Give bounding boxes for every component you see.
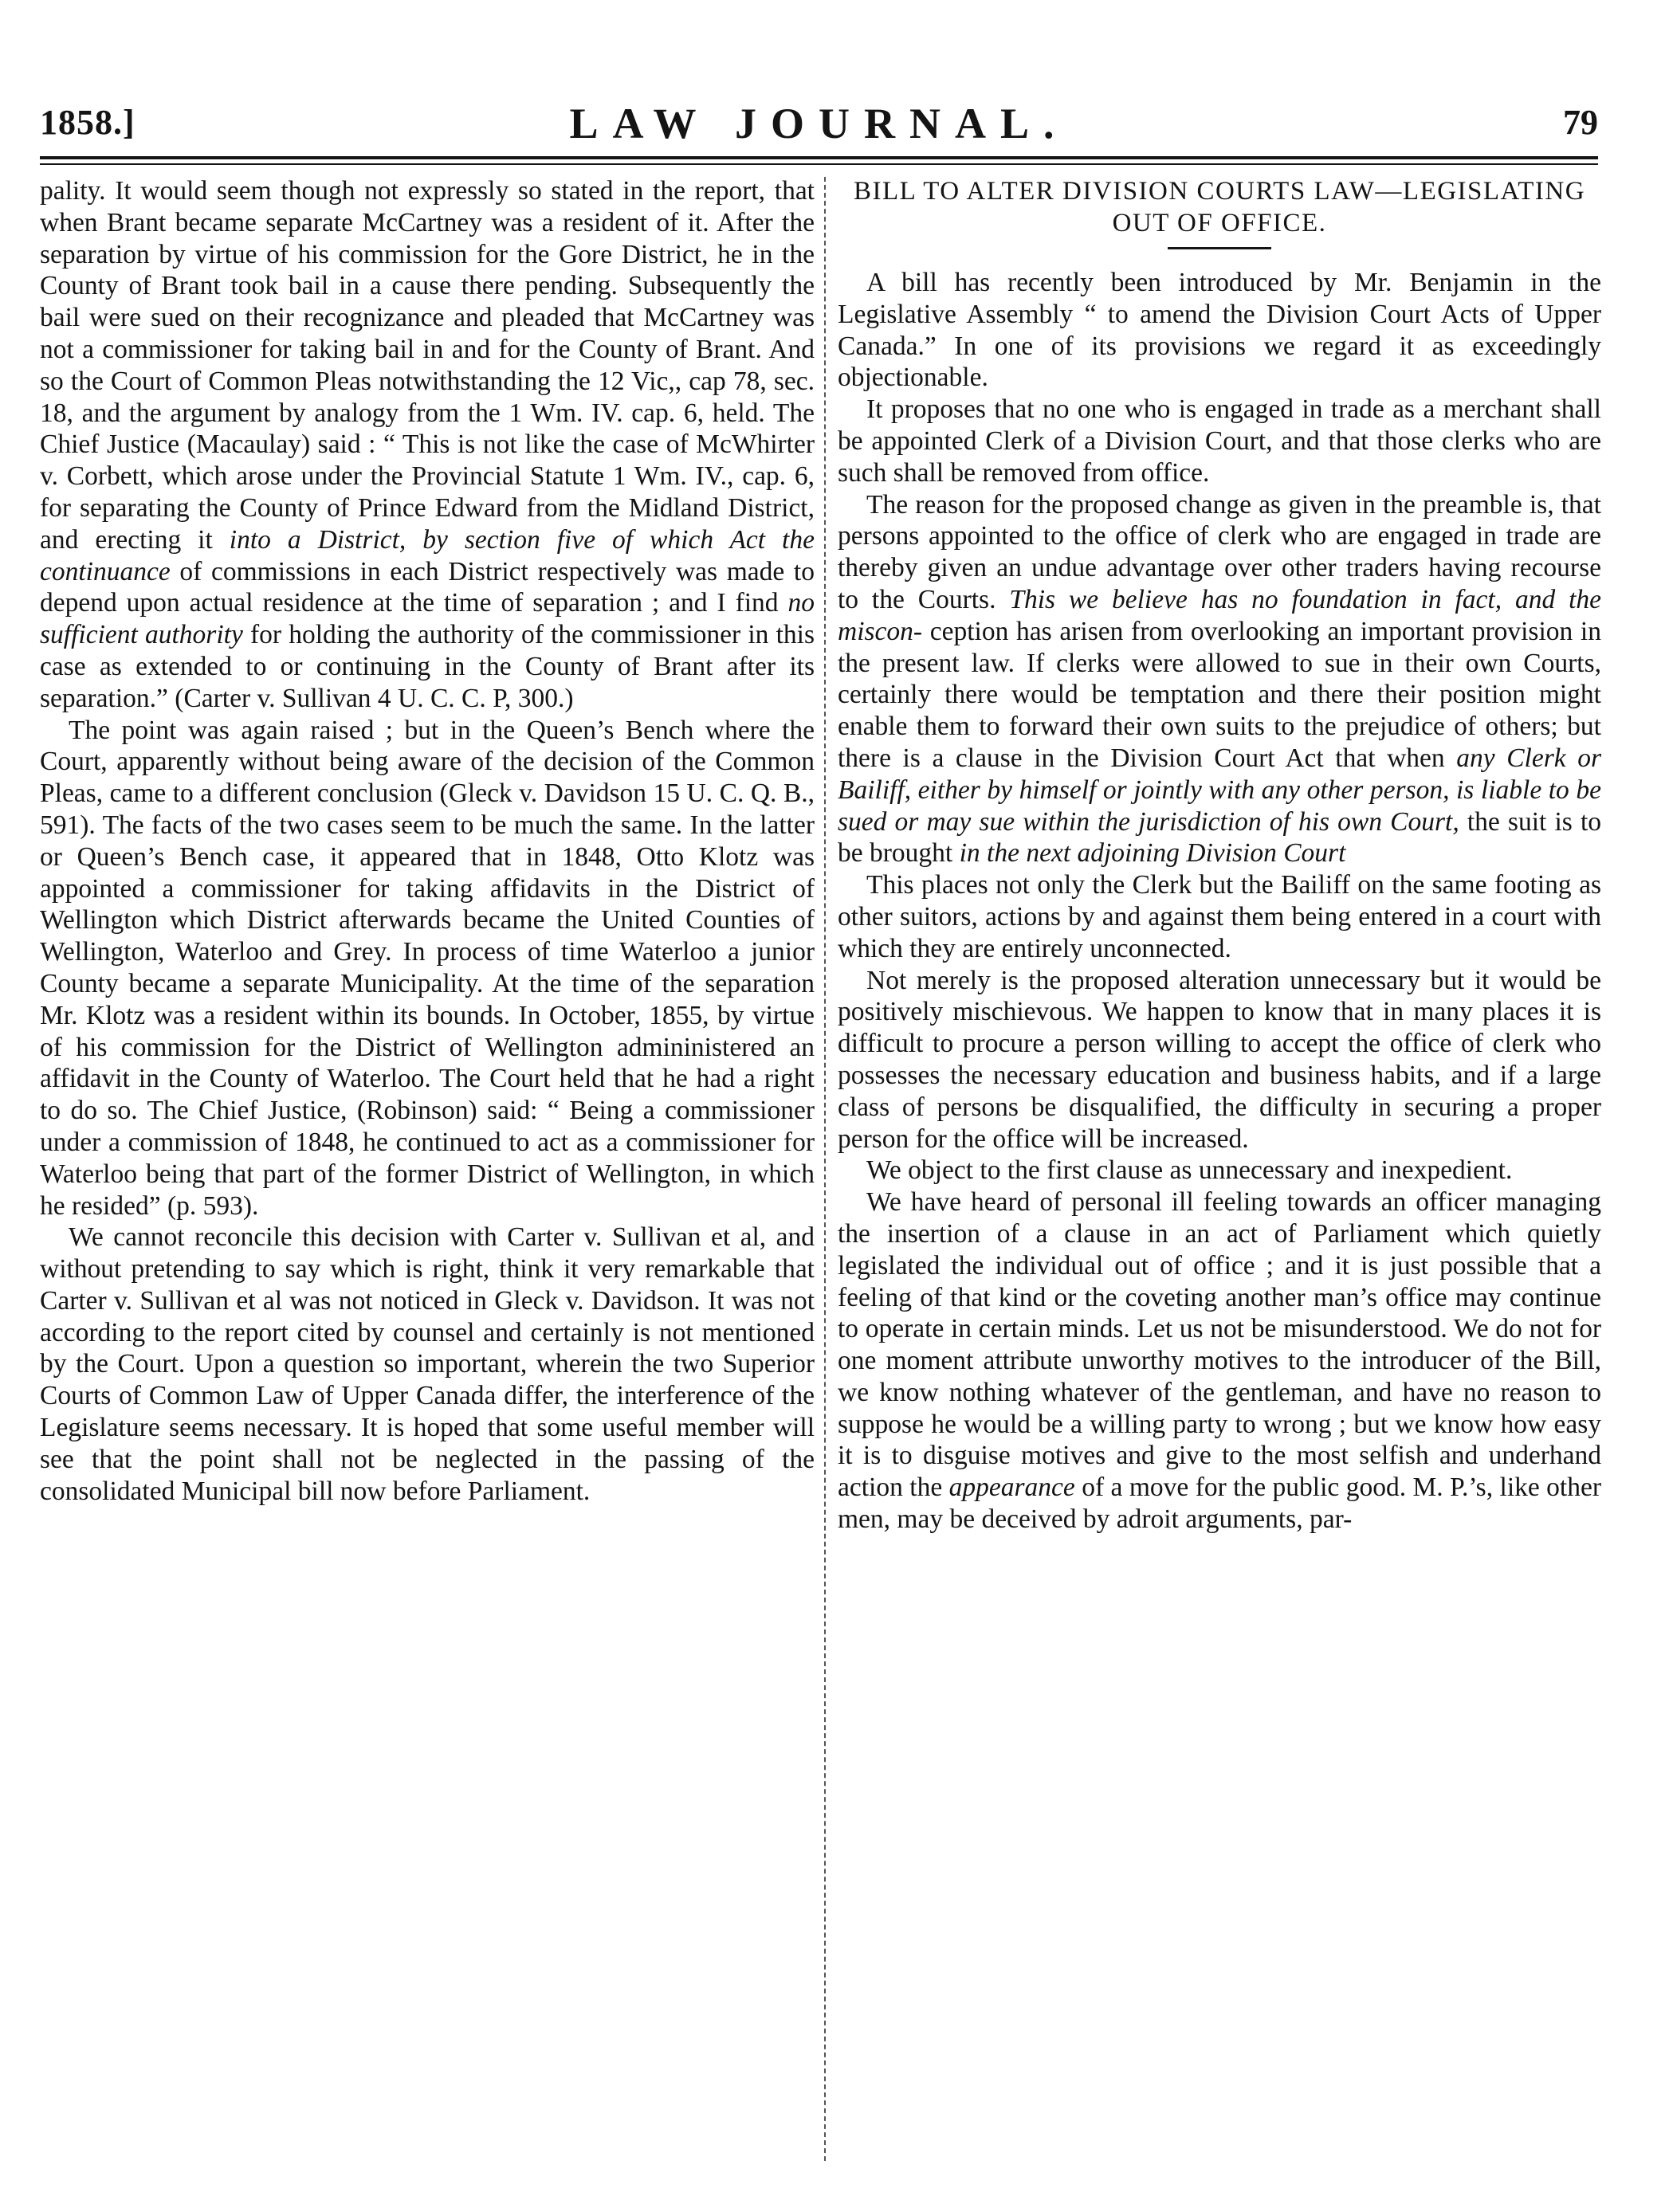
italic-text: no sufficient authority — [40, 588, 815, 650]
headline-rule — [1168, 247, 1271, 249]
paragraph — [838, 1186, 1601, 1535]
italic-text: in the next adjoining Division Court — [959, 838, 1346, 869]
text-run: The point was again raised ; but in the Queen’s Bench where the Court, apparently without being aware of the decision of the Common Pleas, came to a different conclusion (Gleck v. Davidson 15 U. C. Q. B., 591). The facts of the two cases seem to be much the same. In the latter or Queen’s Bench case, it appeared that in 1848, Otto Klotz was appointed a commissioner for taking affidavits in the District of Wellington which District afterwards became the United Counties of Wellington, Waterloo and Grey. In process of time Waterloo a junior County became a separate Municipality. At the time of the separation Mr. Klotz was a resident within its bounds. In October, 1855, by virtue of his commission for the District of Wellington admininistered an affidavit in the County of Waterloo. The Court held that he had a right to do so. The Chief Justice, (Robinson) said: “ Being a commissioner under a commission of 1848, he continued to act as a commissioner for Waterloo being that part of the former District of Wellington, in which he resided” (p. 593). — [40, 715, 815, 1221]
text-run: A bill has recently been introduced by Mr. Benjamin in the Legislative Assembly “ to amend the Division Court Acts of Upper Canada.” In one of its provisions we regard it as exceedingly objectionable. — [838, 268, 1601, 393]
paragraph — [40, 1222, 815, 1507]
paragraph — [838, 267, 1601, 394]
italic-text: This we believe has no foundation in fact, and the miscon- — [838, 584, 1601, 646]
paragraph — [838, 394, 1601, 488]
running-header — [40, 94, 1598, 158]
left-column — [40, 175, 815, 1507]
text-run: pality. It would seem though not expressly so stated in the report, that when Brant became separate McCartney was a resident of it. After the separation by virtue of his commission for the Gore District, he in the County of Brant took bail in a cause there pending. Subsequently the bail were sued on their recognizance and pleaded that McCartney was not a commissioner for taking bail in and for the County of Brant. And so the Court of Common Pleas notwithstanding the 12 Vic,, cap 78, sec. 18, and the argument by analogy from the 1 Wm. IV. cap. 6, held. The Chief Justice (Macaulay) said : “ This is not like the case of McWhirter v. Corbett, which arose under the Provincial Statute 1 Wm. IV., cap. 6, for separating the County of Prince Edward from the Midland District, and erecting it — [40, 176, 815, 555]
text-run: We object to the first clause as unnecessary and inexpedient. — [866, 1155, 1513, 1186]
text-run: This places not only the Clerk but the Bailiff on the same footing as other suitors, actions by and against them being entered in a court with which they are entirely unconnected. — [838, 870, 1601, 963]
right-column-body — [838, 267, 1601, 1535]
text-run: Not merely is the proposed alteration unnecessary but it would be positively mischievous. We happen to know that in many places it is difficult to procure a person willing to accept the office of clerk who possesses the necessary education and business habits, and if a large class of persons be disqualified, the difficulty in securing a proper person for the office will be increased. — [838, 965, 1601, 1154]
italic-text: any Clerk or Bailiff, either by himself or jointly with any other person, is liable to be sued or may sue within the jurisdiction of his own Court, — [838, 743, 1601, 837]
header-rule-thin — [40, 163, 1598, 165]
journal-title: LAW JOURNAL. — [569, 100, 1069, 147]
text-run: We have heard of personal ill feeling towards an officer managing the insertion of a clause in an act of Parliament which quietly legislated the individual out of office ; and it is just possible that a feeling of that kind or the coveting another man’s office may continue to operate in certain minds. Let us not be misunderstood. We do not for one moment attribute unworthy motives to the introducer of the Bill, we know nothing whatever of the gentleman, and have no reason to suppose he would be a willing party to wrong ; but we know how easy it is to disguise motives and give to the most selfish and underhand action the — [838, 1187, 1601, 1503]
paragraph — [838, 869, 1601, 964]
header-date: 1858.] — [40, 103, 135, 142]
text-run: of commissions in each District respectively was made to depend upon actual residence at the time of separation ; and I find — [40, 556, 815, 618]
paragraph — [40, 715, 815, 1222]
column-divider — [824, 177, 826, 2161]
right-column — [838, 175, 1601, 1535]
text-run: for holding the authority of the commissioner in this case as extended to or continuing in the County of Brant after its separation.” (Carter v. Sullivan 4 U. C. C. P, 300.) — [40, 620, 815, 713]
text-run: The reason for the proposed change as given in the preamble is, that persons appointed to the office of clerk who are engaged in trade are thereby given an undue advantage over other traders having recourse to the Courts. — [838, 489, 1601, 614]
text-run: We cannot reconcile this decision with Carter v. Sullivan et al, and without pretending to say which is right, think it very remarkable that Carter v. Sullivan et al was not noticed in Gleck v. Davidson. It was not according to the report cited by counsel and certainly is not mentioned by the Court. Upon a question so important, wherein the two Superior Courts of Common Law of Upper Canada differ, the interference of the Legislature seems necessary. It is hoped that some useful member will see that the point shall not be neglected in the passing of the consolidated Municipal bill now before Parliament. — [40, 1222, 815, 1506]
text-run: ception has arisen from overlooking an important provision in the present law. If clerks were allowed to sue in their own Courts, certainly there would be temptation and there their position might enable them to forward their own suits to the prejudice of others; but there is a clause in the Division Court Act that when — [838, 616, 1601, 773]
paragraph — [838, 489, 1601, 870]
text-run: of a move for the public good. M. P.’s, like other men, may be deceived by adroit arguments, par- — [838, 1473, 1602, 1535]
italic-text: into a District, by section five of which Act the continuance — [40, 524, 815, 586]
text-run: the suit is to be brought — [838, 806, 1601, 869]
italic-text: appearance — [948, 1473, 1075, 1503]
text-run: It proposes that no one who is engaged in trade as a merchant shall be appointed Clerk of a Division Court, and that those clerks who are such shall be removed from office. — [838, 394, 1601, 488]
header-rule-thick — [40, 156, 1598, 159]
paragraph — [838, 1155, 1601, 1186]
paragraph — [838, 965, 1601, 1155]
article-headline: BILL TO ALTER DIVISION COURTS LAW—LEGISLATING OUT OF OFFICE. — [853, 177, 1586, 237]
paragraph — [40, 175, 815, 715]
page-number: 79 — [1563, 103, 1598, 142]
